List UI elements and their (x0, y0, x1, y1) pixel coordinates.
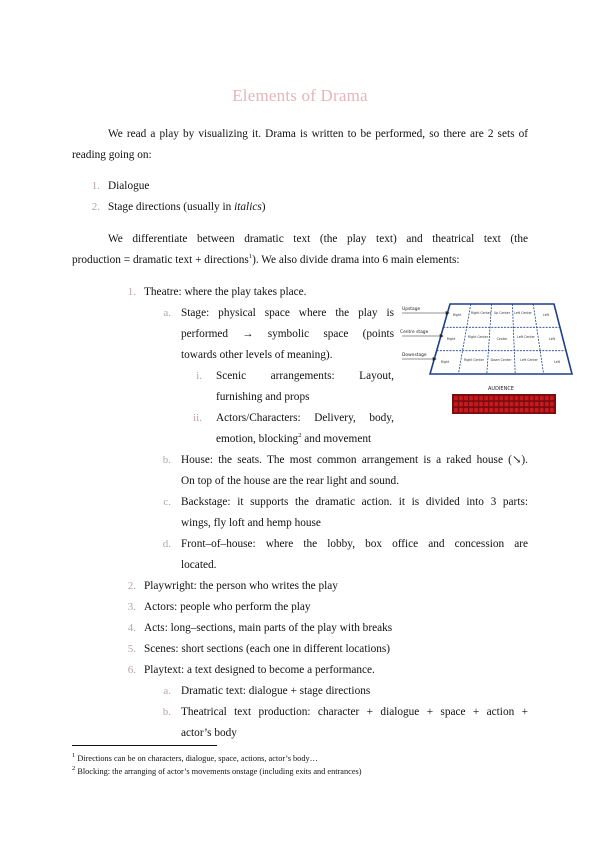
house-line1: House: the seats. The most common arrangement is a raked house (↘). (181, 454, 528, 466)
seat (474, 402, 478, 406)
sub-letter: a. (163, 685, 171, 697)
seat (454, 396, 458, 400)
seat (520, 408, 524, 412)
seat (494, 408, 498, 412)
seat (545, 396, 549, 400)
cell-label: Left Center (520, 358, 538, 362)
seat (464, 408, 468, 412)
cell-label: Right (452, 313, 462, 317)
footnote-ref: 2 (298, 432, 302, 440)
seat (515, 408, 519, 412)
elements-paragraph-line2: production = dramatic text + directions$^1$). We also divide drama into 6 main elements: (72, 253, 460, 266)
list-number: 6. (127, 664, 136, 676)
seat (545, 408, 549, 412)
element-playtext: Playtext: a text designed to become a performance. (144, 664, 375, 676)
cell-label: Left (549, 337, 555, 341)
seat (510, 396, 514, 400)
cell-label: Center (496, 337, 508, 341)
audience-label: AUDIENCE (488, 386, 514, 392)
seat (494, 402, 498, 406)
seat (469, 402, 473, 406)
cell-label: Right Center (470, 311, 492, 315)
seat (530, 408, 534, 412)
seat (479, 402, 483, 406)
seat (520, 396, 524, 400)
seat (530, 402, 534, 406)
cell-label: Left (554, 360, 560, 364)
seat (454, 402, 458, 406)
seat (515, 402, 519, 406)
list-number: 2. (91, 201, 100, 213)
scenic-line2: furnishing and props (216, 391, 310, 403)
cell-label: Up Center (493, 311, 511, 315)
front-of-house-line2: located. (181, 559, 217, 571)
cell-label: Right Center (467, 335, 489, 339)
sub-letter: b. (162, 706, 171, 718)
seat (469, 408, 473, 412)
theatrical-text-line1: Theatrical text production: character + dialogue + space + action + (181, 706, 528, 718)
seat (489, 402, 493, 406)
seat (484, 402, 488, 406)
cell-label: Right Center (463, 358, 485, 362)
front-of-house-line1: Front–of–house: where the lobby, box office and concession are (181, 538, 528, 550)
backstage-line2: wings, fly loft and hemp house (181, 517, 321, 529)
house-line2: On top of the house are the rear light and sound. (181, 475, 400, 487)
stage-item-line1: Stage: physical space where the play is (181, 307, 394, 319)
roman-number: ii. (193, 412, 202, 424)
stage-item-line3: towards other levels of meaning). (181, 349, 333, 361)
sub-letter: c. (163, 496, 171, 508)
seat (454, 408, 458, 412)
seat (499, 408, 503, 412)
sub-letter: b. (162, 454, 171, 466)
seat (525, 402, 529, 406)
list-number: 5. (127, 643, 136, 655)
seat (459, 408, 463, 412)
actors-line1: Actors/Characters: Delivery, body, (216, 412, 394, 424)
seat (525, 396, 529, 400)
scenic-line1: Scenic arrangements: Layout, (216, 370, 394, 382)
elements-paragraph-line1: We differentiate between dramatic text (the play text) and theatrical text (the (108, 233, 528, 245)
seat (510, 408, 514, 412)
list-item-stage-directions: Stage directions (usually in italics) (108, 201, 266, 213)
seat (505, 396, 509, 400)
actors-line2: emotion, blocking$^2$ and movement (216, 432, 372, 445)
cell-label: Left Center (514, 311, 532, 315)
seat (494, 396, 498, 400)
page-title: Elements of Drama (232, 86, 368, 105)
seat (515, 396, 519, 400)
seat (474, 396, 478, 400)
list-item-dialogue: Dialogue (108, 180, 150, 192)
seat (535, 396, 539, 400)
footnote-ref: 1 (248, 253, 253, 261)
cell-label: Right (440, 360, 450, 364)
seat (464, 396, 468, 400)
downstage-label: Downstage (402, 353, 427, 358)
element-actors: Actors: people who perform the play (144, 601, 311, 613)
element-theatre: Theatre: where the play takes place. (144, 286, 307, 298)
seat (459, 402, 463, 406)
seat (510, 402, 514, 406)
theatrical-text-line2: actor’s body (181, 727, 237, 739)
intro-paragraph: We read a play by visualizing it. Drama is written to be performed, so there are 2 sets of reading going on: (72, 128, 528, 161)
seat (540, 396, 544, 400)
seat (499, 402, 503, 406)
seat (550, 402, 554, 406)
cell-label: Down Center (490, 358, 512, 362)
seat (535, 402, 539, 406)
seat (530, 396, 534, 400)
seat (489, 408, 493, 412)
cell-label: Left (543, 313, 549, 317)
seat (550, 408, 554, 412)
seat (550, 396, 554, 400)
cell-label: Left Center (517, 335, 535, 339)
footnote-1: $^1$ Directions can be on characters, dialogue, space, actions, actor’s body… (72, 752, 318, 763)
seat (484, 408, 488, 412)
element-scenes: Scenes: short sections (each one in different locations) (144, 643, 391, 655)
seat (525, 408, 529, 412)
seat (479, 396, 483, 400)
seat (535, 408, 539, 412)
seat (540, 408, 544, 412)
centrestage-label: Centre stage (400, 330, 429, 335)
stage-diagram (400, 300, 578, 418)
list-number: 4. (127, 622, 136, 634)
sub-letter: a. (163, 307, 171, 319)
seat (474, 408, 478, 412)
seat (459, 396, 463, 400)
seat (469, 396, 473, 400)
seat (484, 396, 488, 400)
sub-letter: d. (162, 538, 171, 550)
seat (499, 396, 503, 400)
list-number: 1. (127, 286, 136, 298)
list-number: 3. (127, 601, 136, 613)
seat (464, 402, 468, 406)
seat (545, 402, 549, 406)
seat (489, 396, 493, 400)
seat (505, 402, 509, 406)
list-number: 1. (91, 180, 100, 192)
dramatic-text-item: Dramatic text: dialogue + stage directions (181, 685, 371, 697)
backstage-line1: Backstage: it supports the dramatic action. it is divided into 3 parts: (181, 496, 528, 508)
cell-label: Right (446, 337, 456, 341)
footnote-2: $^2$ Blocking: the arranging of actor’s movements onstage (including exits and entrances) (72, 765, 362, 776)
element-acts: Acts: long–sections, main parts of the play with breaks (144, 622, 393, 634)
upstage-label: Upstage (402, 307, 421, 312)
footnote-separator (72, 745, 217, 746)
roman-number: i. (196, 370, 202, 382)
list-number: 2. (127, 580, 136, 592)
element-playwright: Playwright: the person who writes the play (144, 580, 338, 592)
seat (505, 408, 509, 412)
stage-item-line2: performed → symbolic space (points (181, 328, 394, 340)
seat (479, 408, 483, 412)
seat (540, 402, 544, 406)
seat (520, 402, 524, 406)
